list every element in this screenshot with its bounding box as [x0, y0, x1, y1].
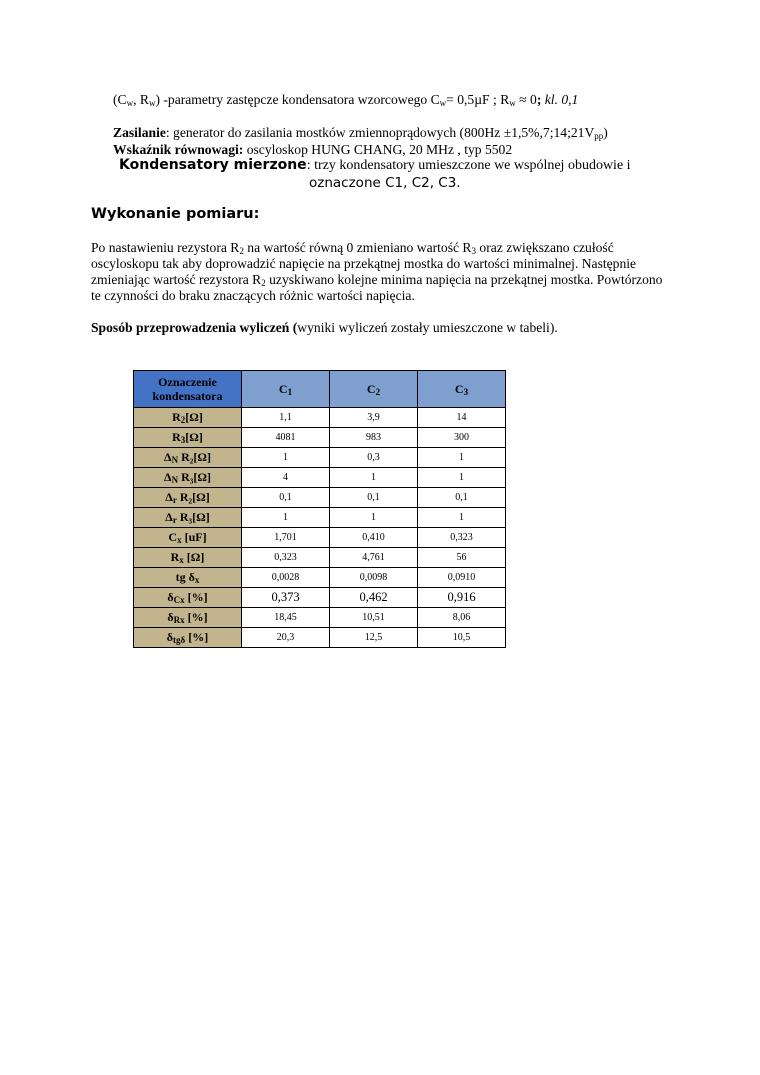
- table-cell: 0,916: [418, 588, 506, 608]
- row-header: $C_x$ [uF]: [134, 528, 242, 548]
- table-cell: 14: [418, 408, 506, 428]
- row-header: $R_2[\Omega]$: [134, 408, 242, 428]
- table-cell: 300: [418, 428, 506, 448]
- measured-capacitors-line: Kondensatory mierzone: trzy kondensatory umieszczone we wspólnej obudowie i: [119, 157, 631, 173]
- table-row: [134, 508, 506, 528]
- table-cell: 1: [418, 448, 506, 468]
- table-cell: 0,462: [330, 588, 418, 608]
- table-cell: 1: [242, 508, 330, 528]
- row-header: $\Delta_r$ R₂[Ω]: [134, 488, 242, 508]
- section-heading: Wykonanie pomiaru:: [91, 206, 260, 222]
- table-cell: 0,0028: [242, 568, 330, 588]
- column-header-c1: $C_1$: [242, 371, 330, 408]
- column-header-c2: $C_2$: [330, 371, 418, 408]
- table-cell: 0,3: [330, 448, 418, 468]
- table-corner-header: Oznaczenie kondensatora: [134, 371, 242, 408]
- table-cell: 0,0910: [418, 568, 506, 588]
- table-row: [134, 428, 506, 448]
- table-cell: 1: [330, 468, 418, 488]
- table-row: [134, 588, 506, 608]
- table-cell: 20,3: [242, 628, 330, 648]
- measured-capacitors-line-2: oznaczone C1, C2, C3.: [309, 175, 461, 191]
- table-cell: 0,1: [242, 488, 330, 508]
- table-row: [134, 468, 506, 488]
- row-header: $R_3[\Omega]$: [134, 428, 242, 448]
- row-header: $R_x$ [Ω]: [134, 548, 242, 568]
- table-cell: 983: [330, 428, 418, 448]
- table-row: [134, 448, 506, 468]
- row-header: $\delta_{Cx}$ [%]: [134, 588, 242, 608]
- table-cell: 1,701: [242, 528, 330, 548]
- table-cell: 4,761: [330, 548, 418, 568]
- table-cell: 12,5: [330, 628, 418, 648]
- calculation-method-line: Sposób przeprowadzenia wyliczeń (wyniki wyliczeń zostały umieszczone w tabeli).: [91, 320, 558, 335]
- standard-capacitor-params: ($C_w$, $R_w$) -parametry zastępcze kondensatora wzorcowego $C_w= 0,5\mu F$ ; $R_w \approx 0$; kl. 0,1: [113, 92, 579, 108]
- table-cell: 18,45: [242, 608, 330, 628]
- table-row: [134, 528, 506, 548]
- table-cell: 4081: [242, 428, 330, 448]
- table-cell: 0,373: [242, 588, 330, 608]
- table-cell: 1: [330, 508, 418, 528]
- table-cell: 10,5: [418, 628, 506, 648]
- row-header: tg $\delta_x$: [134, 568, 242, 588]
- table-cell: 0,0098: [330, 568, 418, 588]
- table-cell: 0,1: [418, 488, 506, 508]
- table-cell: 0,1: [330, 488, 418, 508]
- column-header-c3: $C_3$: [418, 371, 506, 408]
- table-cell: 4: [242, 468, 330, 488]
- table-cell: 1: [418, 468, 506, 488]
- table-row: [134, 548, 506, 568]
- procedure-paragraph: Po nastawieniu rezystora $R_2$ na wartość równą 0 zmieniano wartość $R_3$ oraz zwiększano czułość oscyloskopu tak aby doprowadzić napięcie na przekątnej mostka do wartości minimalnej. Następnie zmieniając wartość rezystora $R_2$ uzyskiwano kolejne minima napięcia na przekątnej mostka. Powtórzono te czynności do braku znaczących różnic wartości napięcia.: [91, 240, 663, 303]
- row-header: $\Delta_N$ R₂[Ω]: [134, 448, 242, 468]
- row-header: $\Delta_N$ R₃[Ω]: [134, 468, 242, 488]
- results-table: [133, 370, 506, 648]
- table-row: [134, 608, 506, 628]
- row-header: $\Delta_r$ R₃[Ω]: [134, 508, 242, 528]
- table-header-row: [134, 371, 506, 408]
- table-cell: 1,1: [242, 408, 330, 428]
- power-supply-line: Zasilanie: generator do zasilania mostków zmiennoprądowych $(800Hz \pm 1,5\%,7;14;21V_{pp})$: [113, 125, 608, 141]
- row-header: $\delta_{Rx}$ [%]: [134, 608, 242, 628]
- table-row: [134, 568, 506, 588]
- table-cell: 10,51: [330, 608, 418, 628]
- table-cell: 56: [418, 548, 506, 568]
- row-header: $\delta_{tg\delta}$ [%]: [134, 628, 242, 648]
- table-row: [134, 488, 506, 508]
- table-cell: 8,06: [418, 608, 506, 628]
- table-row: [134, 408, 506, 428]
- table-cell: 0,323: [418, 528, 506, 548]
- table-cell: 1: [418, 508, 506, 528]
- table-cell: 0,410: [330, 528, 418, 548]
- table-cell: 1: [242, 448, 330, 468]
- table-cell: 3,9: [330, 408, 418, 428]
- table-cell: 0,323: [242, 548, 330, 568]
- balance-indicator-line: Wskaźnik równowagi: oscyloskop HUNG CHANG, 20 MHz , typ 5502: [113, 142, 513, 157]
- table-row: [134, 628, 506, 648]
